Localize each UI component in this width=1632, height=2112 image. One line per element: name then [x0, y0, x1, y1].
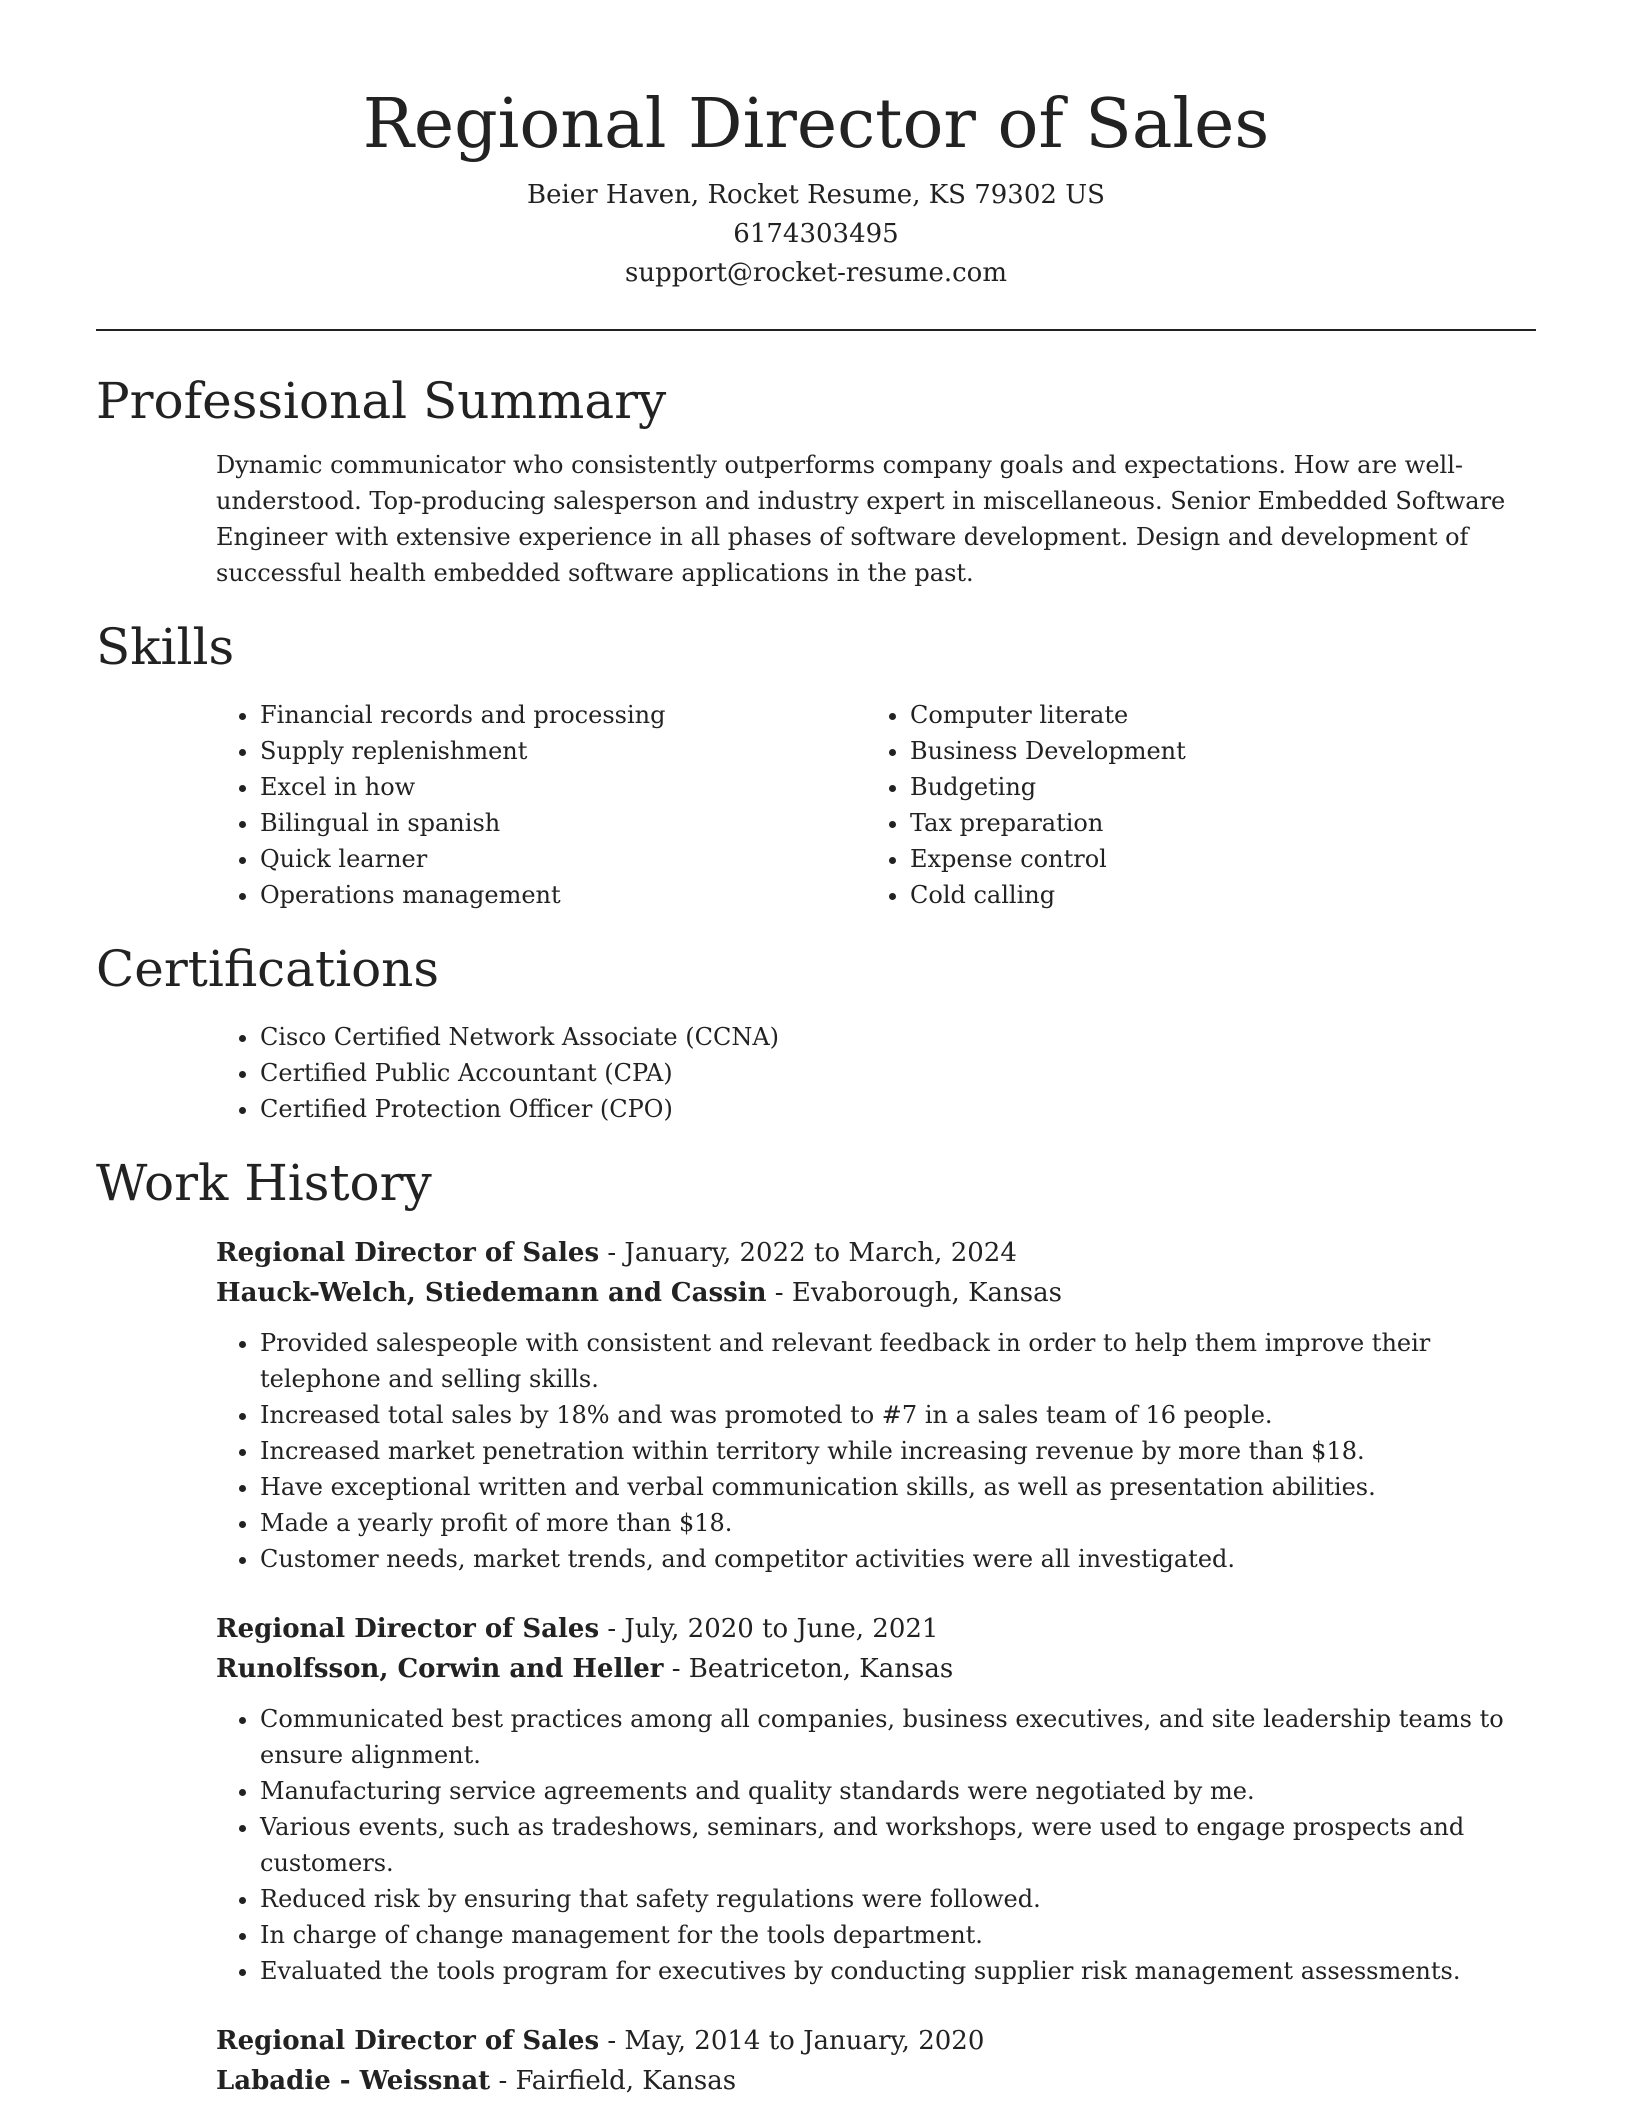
job-bullet: • Provided salespeople with consistent and relevant feedback in order to help them improve their telephone and selling skills.: [260, 1325, 1536, 1397]
certification-item: • Certified Protection Officer (CPO): [260, 1091, 1536, 1127]
resume-page: [96, 0, 1536, 2101]
job-location: - Beatriceton, Kansas: [663, 1654, 954, 1684]
contact-phone: 6174303495: [733, 219, 899, 249]
skills-columns: [216, 697, 1536, 913]
skill-item: • Bilingual in spanish: [260, 805, 866, 841]
skill-item: • Excel in how: [260, 769, 866, 805]
job-entry: [216, 1609, 1536, 1989]
certifications-heading: Certifications: [96, 940, 440, 998]
skills-column-right: [866, 697, 1516, 913]
skill-item: • Financial records and processing: [260, 697, 866, 733]
job-location: - Evaborough, Kansas: [766, 1278, 1062, 1308]
resume-header: [96, 0, 1536, 293]
job-bullets: [216, 1701, 1536, 1989]
job-bullet: • In charge of change management for the tools department.: [260, 1917, 1536, 1953]
job-dates: - July, 2020 to June, 2021: [599, 1614, 939, 1644]
summary-section: [96, 371, 1536, 591]
work-history-section: [96, 1153, 1536, 2101]
job-bullets: [216, 1325, 1536, 1577]
job-bullet: • Made a yearly profit of more than $18.: [260, 1505, 1536, 1541]
skills-heading: Skills: [96, 618, 235, 676]
job-bullet: • Customer needs, market trends, and competitor activities were all investigated.: [260, 1541, 1536, 1577]
job-company: Labadie - Weissnat: [216, 2066, 491, 2096]
job-bullet: • Reduced risk by ensuring that safety regulations were followed.: [260, 1881, 1536, 1917]
job-bullet: • Increased market penetration within territory while increasing revenue by more than $18.: [260, 1433, 1536, 1469]
header-divider: [96, 329, 1536, 331]
skill-item: • Cold calling: [910, 877, 1516, 913]
job-entry: [216, 1233, 1536, 1577]
skill-item: • Tax preparation: [910, 805, 1516, 841]
certification-item: • Certified Public Accountant (CPA): [260, 1055, 1536, 1091]
job-company-line: [216, 1273, 1536, 1313]
job-title-line: [216, 1233, 1536, 1273]
skills-column-left: [216, 697, 866, 913]
job-dates: - January, 2022 to March, 2024: [599, 1238, 1017, 1268]
job-role: Regional Director of Sales: [216, 2026, 600, 2056]
skill-item: • Operations management: [260, 877, 866, 913]
skills-section: [96, 617, 1536, 913]
job-bullet: • Increased total sales by 18% and was promoted to #7 in a sales team of 16 people.: [260, 1397, 1536, 1433]
job-company-line: [216, 1649, 1536, 1689]
summary-heading: Professional Summary: [96, 372, 667, 430]
job-title-line: [216, 2021, 1536, 2061]
job-company-line: [216, 2061, 1536, 2101]
skill-item: • Business Development: [910, 733, 1516, 769]
job-dates: - May, 2014 to January, 2020: [599, 2026, 985, 2056]
job-role: Regional Director of Sales: [216, 1238, 600, 1268]
job-company: Hauck-Welch, Stiedemann and Cassin: [216, 1278, 767, 1308]
skill-item: • Expense control: [910, 841, 1516, 877]
skill-item: • Budgeting: [910, 769, 1516, 805]
summary-text: Dynamic communicator who consistently outperforms company goals and expectations. How are well-understood. Top-producing salesperson and industry expert in miscellaneous. Senior Embedded Software Engineer with extensive experience in all phases of software development. Design and development of successful health embedded software applications in the past.: [216, 451, 1506, 587]
job-location: - Fairfield, Kansas: [490, 2066, 737, 2096]
job-company: Runolfsson, Corwin and Heller: [216, 1654, 664, 1684]
job-bullet: • Evaluated the tools program for executives by conducting supplier risk management assessments.: [260, 1953, 1536, 1989]
certifications-list: [216, 1019, 1536, 1127]
job-bullet: • Communicated best practices among all companies, business executives, and site leadership teams to ensure alignment.: [260, 1701, 1536, 1773]
job-entry: [216, 2021, 1536, 2101]
candidate-name: Regional Director of Sales: [362, 85, 1270, 164]
job-bullet: • Various events, such as tradeshows, seminars, and workshops, were used to engage prospects and customers.: [260, 1809, 1536, 1881]
job-bullet: • Have exceptional written and verbal communication skills, as well as presentation abilities.: [260, 1469, 1536, 1505]
job-bullet: • Manufacturing service agreements and quality standards were negotiated by me.: [260, 1773, 1536, 1809]
job-title-line: [216, 1609, 1536, 1649]
certifications-section: [96, 939, 1536, 1127]
skill-item: • Computer literate: [910, 697, 1516, 733]
work-history-heading: Work History: [96, 1154, 432, 1212]
contact-email: support@rocket-resume.com: [624, 258, 1007, 288]
contact-block: [96, 176, 1536, 293]
contact-address: Beier Haven, Rocket Resume, KS 79302 US: [527, 180, 1105, 210]
skill-item: • Quick learner: [260, 841, 866, 877]
skill-item: • Supply replenishment: [260, 733, 866, 769]
certification-item: • Cisco Certified Network Associate (CCNA): [260, 1019, 1536, 1055]
job-role: Regional Director of Sales: [216, 1614, 600, 1644]
